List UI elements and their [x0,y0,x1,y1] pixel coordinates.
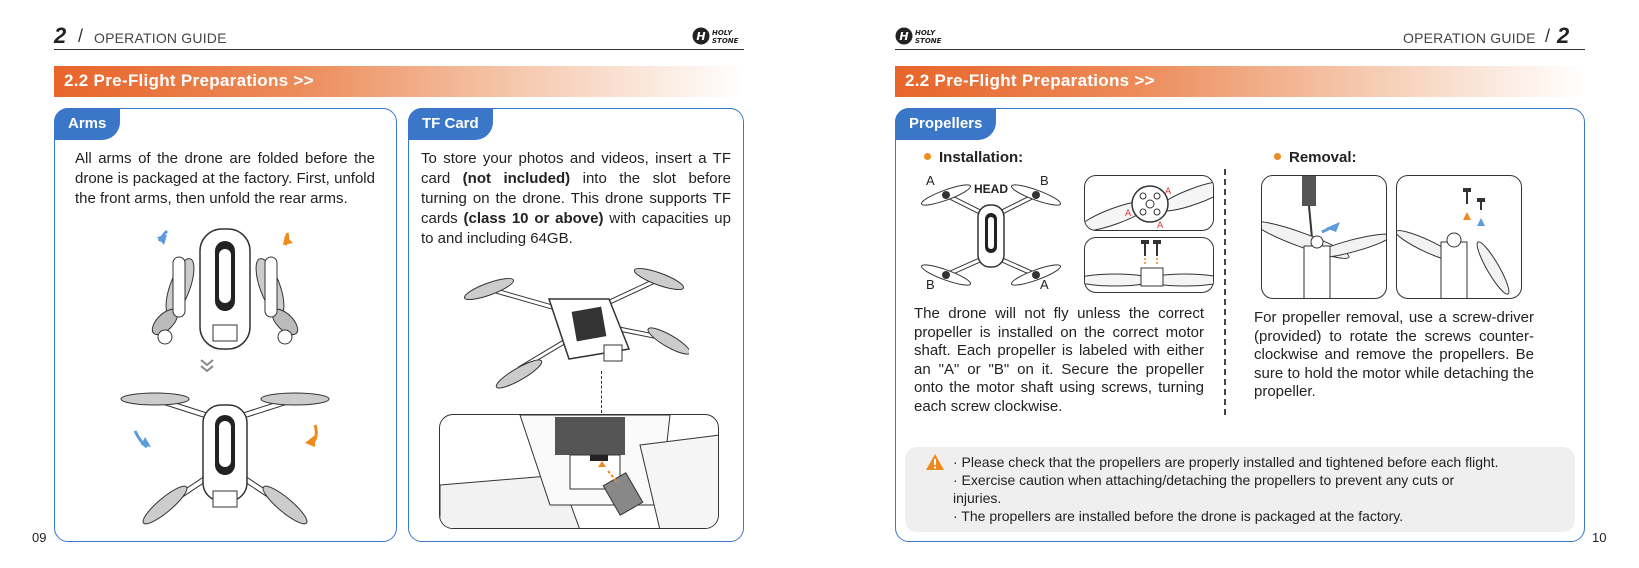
guide-title: OPERATION GUIDE [94,30,227,46]
propeller-screw-closeup [1084,237,1214,293]
page-number-right: 10 [1592,530,1607,545]
section-title: 2.2 Pre-Flight Preparations >> [905,71,1155,90]
tf-card-not-included: (not included) [462,170,571,187]
installation-text: The drone will not fly unless the correct propeller is installed on the correct motor shaft. Each propeller is labeled with either an "A" or "B" on it. Secure the propeller onto the motor shaft using screws, turning each screw clockwise. [914,305,1204,415]
tf-card-tab: TF Card [408,108,493,140]
tf-card-class-requirement: (class 10 or above) [463,210,604,227]
tf-card-text-part-1: To store your photos and videos, insert a TF card [421,150,731,187]
svg-text:H: H [696,30,706,43]
arms-text: All arms of the drone are folded before the drone is packaged at the factory. First, unfold the front arms, then unfold the rear arms. [75,150,375,207]
page-number-left: 09 [32,530,47,545]
tf-card-text-part-2: into the slot before turning on the drone. This drone supports TF cards [421,170,731,227]
tf-card-text-part-3: with capacities up to and including 64GB. [421,210,731,247]
chevron-down-icon [199,359,215,373]
arms-tab: Arms [54,108,120,140]
page-header [54,23,744,50]
folded-drone-illustration [135,227,315,357]
installation-heading-text: Installation: [939,149,1024,166]
propeller-label-closeup [1084,175,1214,231]
removal-heading-text: Removal: [1289,149,1357,166]
label-b-bottom: B [926,277,935,292]
section-title-bar [895,66,1585,97]
tf-card-panel [408,108,744,542]
removal-heading [1274,149,1357,166]
label-a-top: A [926,173,935,188]
notice-box [905,447,1575,532]
svg-text:HOLY: HOLY [712,29,733,37]
section-title-bar [54,66,744,97]
guide-title: OPERATION GUIDE [1403,30,1536,46]
label-a-bottom: A [1040,277,1049,292]
chapter-number: 2 [1557,23,1570,48]
chapter-number: 2 [54,23,67,48]
head-label: HEAD [974,182,1009,196]
page-header [895,23,1585,50]
holy-stone-logo-icon [692,26,744,46]
tf-card-text [421,149,731,249]
holy-stone-logo-icon [895,26,947,46]
section-title: 2.2 Pre-Flight Preparations >> [64,71,314,90]
warning-icon [925,453,945,471]
right-page [820,0,1639,568]
svg-text:STONE: STONE [712,37,739,45]
svg-text:A: A [1125,209,1132,219]
notice-line-1: · Please check that the propellers are properly installed and tightened before each flight. [953,454,1499,470]
propellers-tab: Propellers [895,108,996,140]
bullet-dot-icon [924,153,931,160]
drone-bottom-illustration [449,249,689,399]
tf-slot-closeup [439,414,719,529]
svg-text:A: A [1165,187,1172,197]
propeller-detached-image [1396,175,1522,299]
column-divider [1224,169,1226,415]
svg-text:STONE: STONE [915,37,942,45]
header-slash: / [1545,26,1551,46]
svg-text:H: H [899,30,909,43]
notice-line-3: injuries. [953,490,1002,506]
svg-text:A: A [1157,221,1164,231]
notice-line-2: · Exercise caution when attaching/detaching the propellers to prevent any cuts or [953,472,1455,488]
svg-text:HOLY: HOLY [915,29,936,37]
label-b-top: B [1040,173,1049,188]
notice-line-4: · The propellers are installed before the drone is packaged at the factory. [953,508,1404,524]
unfolded-drone-illustration [115,375,335,535]
screwdriver-removal-image [1261,175,1387,299]
installation-heading [924,149,1023,166]
removal-text: For propeller removal, use a screw-driver (provided) to rotate the screws counter-clockwise and remove the propellers. Be sure to hold the motor while detaching the propeller. [1254,309,1534,400]
arms-panel [54,108,397,542]
bullet-dot-icon [1274,153,1281,160]
header-slash: / [78,26,84,46]
